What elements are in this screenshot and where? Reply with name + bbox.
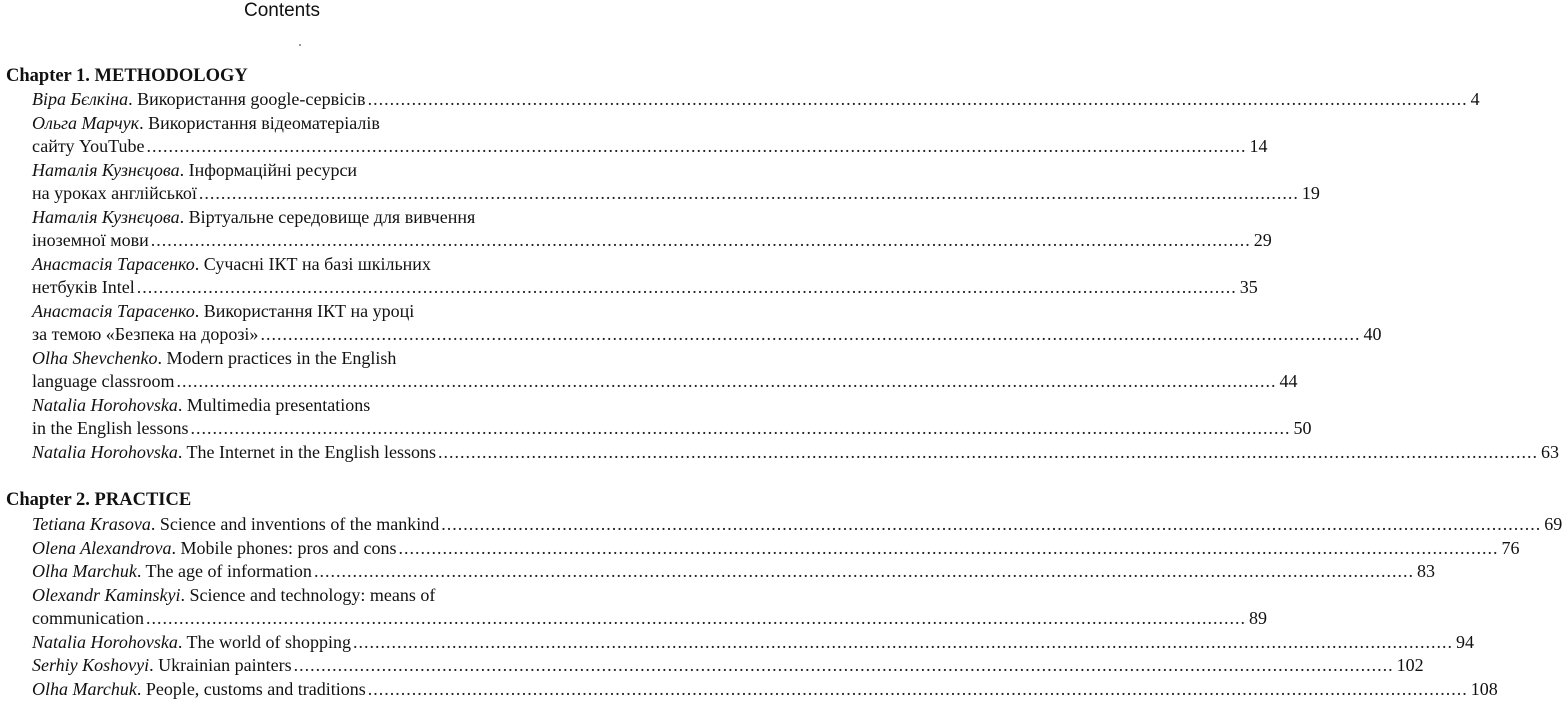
toc-entry[interactable] xyxy=(32,678,558,701)
toc-entry[interactable] xyxy=(32,654,558,678)
toc-entry-author: Анастасія Тарасенко xyxy=(32,301,195,321)
toc-entry-text xyxy=(32,301,414,321)
toc-entry-text xyxy=(32,441,436,465)
page-title: Contents xyxy=(0,0,564,22)
toc-entry-page-number: 40 xyxy=(1363,323,1381,347)
toc-entry-title: іноземної мови xyxy=(32,230,149,250)
toc-entry[interactable] xyxy=(32,253,558,300)
toc-entry-line xyxy=(32,300,558,324)
toc-entry-line xyxy=(32,182,558,206)
toc-entry-title: . Сучасні ІКТ на базі шкільних xyxy=(195,254,431,274)
chapter-1-entries xyxy=(32,88,558,464)
toc-entry-page-number: 29 xyxy=(1254,229,1272,253)
toc-entry-title: за темою «Безпека на дорозі» xyxy=(32,324,258,344)
toc-entry-line xyxy=(32,584,558,608)
toc-entry[interactable] xyxy=(32,159,558,206)
toc-entry-title: . Mobile phones: pros and cons xyxy=(171,538,396,558)
toc-entry-page-number: 35 xyxy=(1240,276,1258,300)
toc-entry-line xyxy=(32,276,558,300)
toc-entry[interactable] xyxy=(32,347,558,394)
toc-entry-author: Olha Marchuk xyxy=(32,561,137,581)
toc-entry-title: на уроках англійської xyxy=(32,183,197,203)
toc-entry-title: . Modern practices in the English xyxy=(157,348,396,368)
toc-entry-title: in the English lessons xyxy=(32,418,189,438)
toc-entry-text xyxy=(32,678,366,701)
toc-entry[interactable] xyxy=(32,584,558,631)
toc-entry-author: Наталія Кузнєцова xyxy=(32,207,180,227)
toc-entry-line xyxy=(32,607,558,631)
toc-entry[interactable] xyxy=(32,560,558,584)
toc-entry-page-number: 76 xyxy=(1501,537,1519,561)
toc-entry-title: . The Internet in the English lessons xyxy=(178,442,436,462)
dot-leader: ........................................................................................................................................................................................................ xyxy=(294,654,1394,678)
stray-dot xyxy=(299,44,301,46)
dot-leader: ........................................................................................................................................................................................................ xyxy=(146,607,1246,631)
toc-entry[interactable] xyxy=(32,300,558,347)
toc-entry-page-number: 19 xyxy=(1302,182,1320,206)
toc-entry-author: Olexandr Kaminskyi xyxy=(32,585,180,605)
toc-entry-page-number: 4 xyxy=(1471,88,1480,112)
toc-entry-page-number: 89 xyxy=(1249,607,1267,631)
chapter-2-heading: Chapter 2. PRACTICE xyxy=(6,489,191,511)
toc-entry-title: . Інформаційні ресурси xyxy=(180,160,358,180)
toc-entry-line xyxy=(32,631,558,655)
toc-entry-line xyxy=(32,370,558,394)
toc-entry-author: Natalia Horohovska xyxy=(32,632,178,652)
toc-entry-text xyxy=(32,135,145,159)
toc-entry-title: . Використання google-сервісів xyxy=(128,89,365,109)
toc-entry-line xyxy=(32,206,558,230)
toc-entry-text xyxy=(32,229,149,253)
toc-entry-line xyxy=(32,678,558,701)
toc-entry[interactable] xyxy=(32,631,558,655)
dot-leader: ........................................................................................................................................................................................................ xyxy=(441,513,1541,537)
toc-entry-text xyxy=(32,160,357,180)
toc-entry-title: . Використання відеоматеріалів xyxy=(139,113,380,133)
chapter-2-entries xyxy=(32,513,558,701)
toc-entry-author: Natalia Horohovska xyxy=(32,395,178,415)
toc-entry-line xyxy=(32,159,558,183)
toc-entry-title: . Science and technology: means of xyxy=(180,585,435,605)
toc-entry-line xyxy=(32,513,558,537)
toc-entry-page-number: 44 xyxy=(1279,370,1297,394)
toc-entry-text xyxy=(32,113,380,133)
toc-entry-line xyxy=(32,323,558,347)
dot-leader: ........................................................................................................................................................................................................ xyxy=(314,560,1414,584)
toc-entry-text xyxy=(32,370,174,394)
toc-entry-author: Olha Marchuk xyxy=(32,679,137,699)
toc-entry-line xyxy=(32,135,558,159)
toc-entry-author: Віра Бєлкіна xyxy=(32,89,128,109)
toc-entry-page-number: 69 xyxy=(1544,513,1562,537)
toc-entry-text xyxy=(32,513,439,537)
toc-entry-title: . Віртуальне середовище для вивчення xyxy=(180,207,476,227)
toc-entry-page-number: 94 xyxy=(1456,631,1474,655)
toc-entry-line xyxy=(32,441,558,465)
chapter-1-heading: Chapter 1. METHODOLOGY xyxy=(6,65,248,87)
toc-entry-page-number: 50 xyxy=(1294,417,1312,441)
toc-entry-author: Olena Alexandrova xyxy=(32,538,171,558)
toc-entry-text xyxy=(32,88,366,112)
toc-entry-author: Natalia Horohovska xyxy=(32,442,178,462)
dot-leader: ........................................................................................................................................................................................................ xyxy=(398,537,1498,561)
toc-entry-page-number: 83 xyxy=(1417,560,1435,584)
dot-leader: ........................................................................................................................................................................................................ xyxy=(260,323,1360,347)
toc-entry[interactable] xyxy=(32,537,558,561)
toc-entry-text xyxy=(32,607,144,631)
toc-entry-title: . Ukrainian painters xyxy=(149,655,291,675)
toc-entry-author: Ольга Марчук xyxy=(32,113,139,133)
dot-leader: ........................................................................................................................................................................................................ xyxy=(137,276,1237,300)
toc-entry-title: language classroom xyxy=(32,371,174,391)
toc-entry-author: Serhiy Koshovyi xyxy=(32,655,149,675)
toc-entry-line xyxy=(32,537,558,561)
toc-entry-text xyxy=(32,276,135,300)
toc-entry-title: нетбуків Intel xyxy=(32,277,135,297)
toc-entry-page-number: 108 xyxy=(1471,678,1498,701)
toc-entry-title: . Використання ІКТ на уроці xyxy=(195,301,414,321)
toc-entry-line xyxy=(32,229,558,253)
toc-entry-author: Olha Shevchenko xyxy=(32,348,157,368)
dot-leader: ........................................................................................................................................................................................................ xyxy=(199,182,1299,206)
dot-leader: ........................................................................................................................................................................................................ xyxy=(353,631,1453,655)
dot-leader: ........................................................................................................................................................................................................ xyxy=(147,135,1247,159)
toc-entry-author: Анастасія Тарасенко xyxy=(32,254,195,274)
toc-entry-text xyxy=(32,395,370,415)
toc-entry-title: сайту YouTube xyxy=(32,136,145,156)
toc-entry-text xyxy=(32,417,189,441)
toc-entry[interactable] xyxy=(32,441,558,465)
toc-entry-title: . The world of shopping xyxy=(178,632,351,652)
toc-entry-page-number: 14 xyxy=(1250,135,1268,159)
dot-leader: ........................................................................................................................................................................................................ xyxy=(368,88,1468,112)
toc-entry-text xyxy=(32,560,312,584)
toc-entry-text xyxy=(32,207,475,227)
dot-leader: ........................................................................................................................................................................................................ xyxy=(438,441,1538,465)
toc-entry-title: . The age of information xyxy=(137,561,312,581)
toc-entry-text xyxy=(32,323,258,347)
toc-entry-title: communication xyxy=(32,608,144,628)
toc-entry[interactable] xyxy=(32,88,558,112)
toc-entry-line xyxy=(32,394,558,418)
toc-entry[interactable] xyxy=(32,206,558,253)
toc-entry-line xyxy=(32,112,558,136)
toc-entry-text xyxy=(32,654,292,678)
dot-leader: ........................................................................................................................................................................................................ xyxy=(151,229,1251,253)
toc-entry-title: . Multimedia presentations xyxy=(178,395,370,415)
toc-entry-text xyxy=(32,182,197,206)
toc-entry-title: . Science and inventions of the mankind xyxy=(151,514,439,534)
dot-leader: ........................................................................................................................................................................................................ xyxy=(368,678,1468,701)
toc-entry-text xyxy=(32,585,435,605)
dot-leader: ........................................................................................................................................................................................................ xyxy=(191,417,1291,441)
toc-entry-page-number: 102 xyxy=(1397,654,1424,678)
toc-entry-line xyxy=(32,417,558,441)
toc-entry-line xyxy=(32,654,558,678)
toc-entry-text xyxy=(32,537,396,561)
toc-entry-line xyxy=(32,88,558,112)
toc-entry[interactable] xyxy=(32,394,558,441)
dot-leader: ........................................................................................................................................................................................................ xyxy=(176,370,1276,394)
toc-entry-line xyxy=(32,560,558,584)
toc-entry-text xyxy=(32,254,431,274)
toc-entry[interactable] xyxy=(32,112,558,159)
toc-entry-line xyxy=(32,347,558,371)
toc-entry-author: Наталія Кузнєцова xyxy=(32,160,180,180)
toc-entry-line xyxy=(32,253,558,277)
toc-entry-author: Tetiana Krasova xyxy=(32,514,151,534)
toc-entry-text xyxy=(32,631,351,655)
toc-entry-page-number: 63 xyxy=(1541,441,1559,465)
toc-entry-text xyxy=(32,348,396,368)
toc-entry[interactable] xyxy=(32,513,558,537)
toc-entry-title: . People, customs and traditions xyxy=(137,679,366,699)
